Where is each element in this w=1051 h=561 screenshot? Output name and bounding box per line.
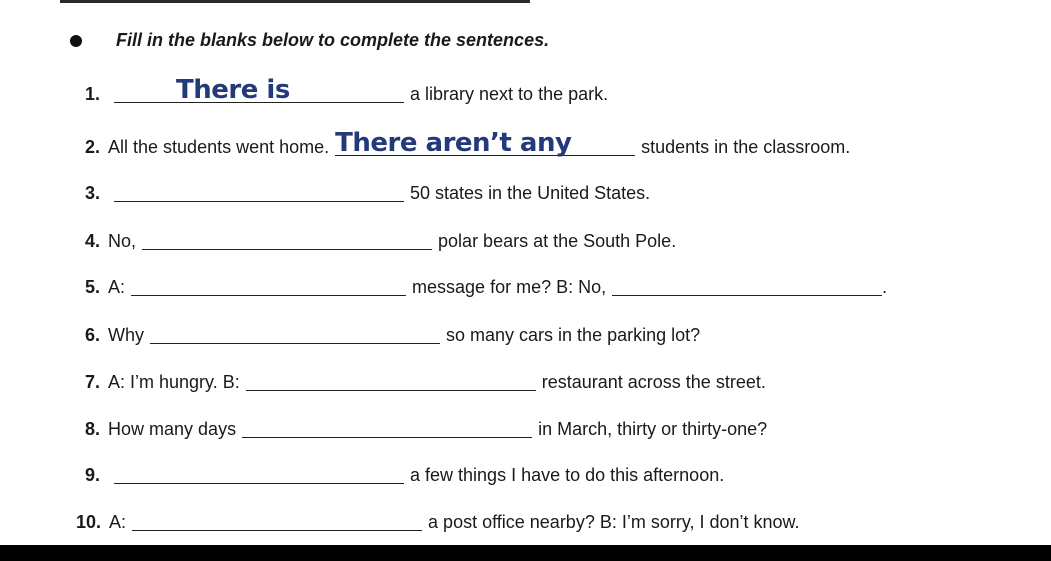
sentence-text: a few things I have to do this afternoon. — [410, 465, 725, 485]
sentence-2 — [85, 128, 850, 158]
sentence-8 — [85, 410, 767, 440]
sentence-10 — [76, 503, 800, 533]
answer-blank-9[interactable] — [114, 455, 404, 484]
sentence-text: polar bears at the South Pole. — [438, 231, 677, 251]
top-rule — [60, 0, 530, 3]
sentence-text: a library next to the park. — [410, 84, 609, 104]
answer-blank-1[interactable] — [114, 74, 404, 103]
answer-blank-10[interactable] — [132, 502, 422, 531]
item-number: 2. — [85, 137, 101, 157]
sentence-text: so many cars in the parking lot? — [446, 325, 701, 345]
sentence-text: A: — [108, 277, 126, 297]
sentence-3 — [85, 174, 650, 204]
sentence-text: students in the classroom. — [641, 137, 851, 157]
answer-blank-6[interactable] — [150, 315, 440, 344]
answer-blank-3[interactable] — [114, 173, 404, 202]
instruction-text: Fill in the blanks below to complete the sentences. — [116, 30, 550, 50]
sentence-text: A: — [109, 512, 127, 532]
sentence-text: All the students went home. — [108, 137, 330, 157]
item-number: 3. — [85, 183, 101, 203]
item-number: 4. — [85, 231, 101, 251]
item-number: 5. — [85, 277, 101, 297]
sentence-text: Why — [108, 325, 145, 345]
sentence-text: message for me? B: No, — [412, 277, 607, 297]
answer-blank-8[interactable] — [242, 409, 532, 438]
sentence-text: in March, thirty or thirty-one? — [538, 419, 768, 439]
handwritten-answer: There aren’t any — [335, 128, 572, 158]
item-number: 8. — [85, 419, 101, 439]
sentence-text: . — [882, 277, 888, 297]
answer-blank-5a[interactable] — [131, 267, 406, 296]
item-number: 9. — [85, 465, 101, 485]
item-number: 6. — [85, 325, 101, 345]
sentence-7 — [85, 363, 766, 393]
sentence-5 — [85, 268, 887, 298]
answer-blank-5b[interactable] — [612, 267, 882, 296]
instruction — [70, 30, 549, 51]
sentence-text: A: I’m hungry. B: — [108, 372, 240, 392]
sentence-text: How many days — [108, 419, 237, 439]
answer-blank-7[interactable] — [246, 362, 536, 391]
sentence-text: No, — [108, 231, 137, 251]
sentence-9 — [85, 456, 724, 486]
handwritten-answer: There is — [176, 75, 290, 105]
sentence-text: 50 states in the United States. — [410, 183, 651, 203]
sentence-4 — [85, 222, 676, 252]
answer-blank-2[interactable] — [335, 127, 635, 156]
bullet-icon — [70, 35, 82, 47]
answer-blank-4[interactable] — [142, 221, 432, 250]
sentence-1 — [85, 75, 608, 105]
sentence-text: a post office nearby? B: I’m sorry, I don’t know. — [428, 512, 800, 532]
sentence-text: restaurant across the street. — [541, 372, 766, 392]
sentence-6 — [85, 316, 700, 346]
item-number: 1. — [85, 84, 101, 104]
item-number: 10. — [76, 512, 102, 532]
bottom-bar — [0, 545, 1051, 561]
item-number: 7. — [85, 372, 101, 392]
